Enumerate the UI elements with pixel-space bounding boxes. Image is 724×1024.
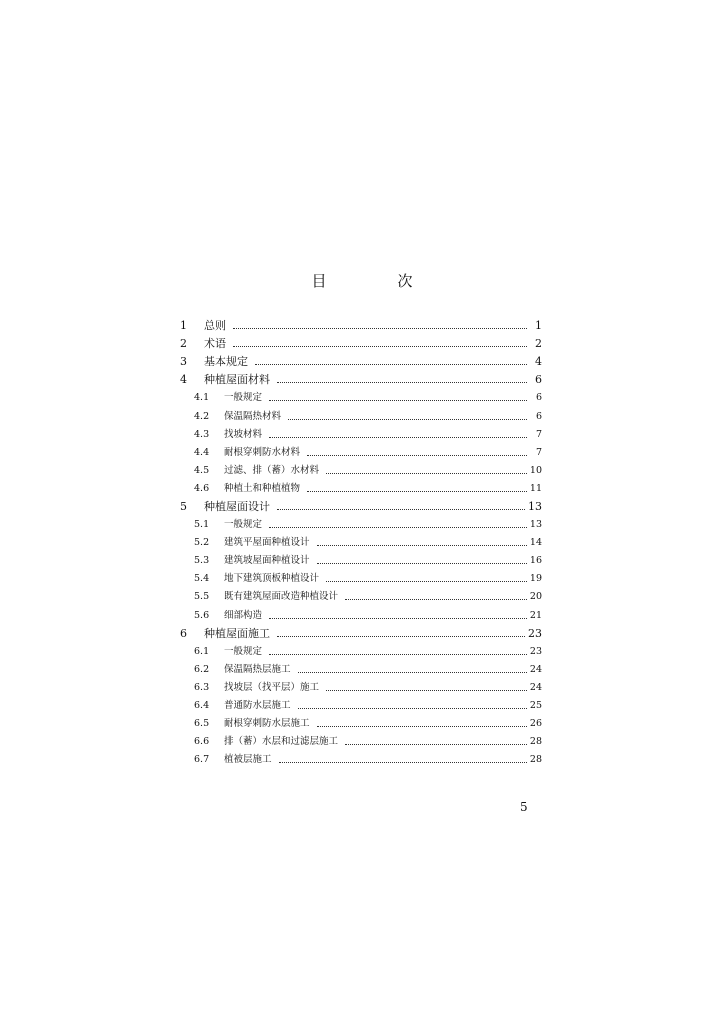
toc-entry-page: 6: [535, 410, 542, 422]
toc-entry-label: 总则: [204, 319, 226, 333]
toc-entry-page: 6: [535, 392, 542, 404]
dot-leader: [279, 761, 527, 763]
toc-entry-page: 20: [529, 591, 542, 603]
toc-entry-page: 25: [529, 700, 542, 712]
toc-entry-page: 13: [528, 499, 542, 513]
toc-entry-page: 14: [529, 537, 542, 549]
toc-entry[interactable]: [180, 751, 542, 769]
dot-leader: [277, 508, 525, 510]
toc-entry[interactable]: [180, 516, 542, 534]
toc-entry-number: 6.4: [194, 700, 210, 712]
toc-entry-number: 6.3: [194, 681, 210, 693]
toc-entry-number: 4.4: [194, 446, 210, 458]
dot-leader: [269, 399, 527, 401]
toc-entry[interactable]: [180, 552, 542, 570]
toc-entry[interactable]: [180, 353, 542, 371]
toc-entry-page: 23: [529, 645, 542, 657]
toc-entry-label: 保温隔热层施工: [224, 663, 291, 675]
toc-entry-number: 6.2: [194, 663, 210, 675]
toc-entry[interactable]: [180, 679, 542, 697]
toc-entry-number: 5.2: [194, 537, 210, 549]
dot-leader: [298, 707, 527, 709]
toc-entry-number: 4.1: [194, 392, 210, 404]
toc-entry-page: 2: [535, 337, 542, 351]
toc-entry-number: 4: [180, 373, 187, 387]
toc-entry-label: 种植屋面施工: [204, 626, 270, 640]
toc-entry-label: 一般规定: [224, 519, 263, 531]
toc-entry-number: 6.5: [194, 718, 210, 730]
toc-entry-page: 24: [529, 681, 542, 693]
toc-entry-number: 4.6: [194, 482, 210, 494]
toc-entry-number: 2: [180, 337, 187, 351]
toc-entry[interactable]: [180, 317, 542, 335]
toc-entry-number: 1: [180, 319, 187, 333]
toc-entry-page: 7: [535, 446, 542, 458]
toc-entry-label: 耐根穿刺防水层施工: [224, 718, 310, 730]
toc-entry-label: 耐根穿刺防水材料: [224, 446, 301, 458]
toc-entry-page: 4: [535, 355, 542, 369]
dot-leader: [326, 472, 527, 474]
toc-entry-label: 保温隔热材料: [224, 410, 282, 422]
toc-entry[interactable]: [180, 335, 542, 353]
toc-entry-label: 普通防水层施工: [224, 700, 291, 712]
dot-leader: [255, 363, 527, 365]
dot-leader: [233, 345, 527, 347]
toc-entry-number: 5.3: [194, 555, 210, 567]
toc-entry-page: 16: [529, 555, 542, 567]
dot-leader: [317, 562, 527, 564]
toc-entry[interactable]: [180, 588, 542, 606]
toc-entry-number: 5: [180, 499, 187, 513]
toc-entry-page: 7: [535, 428, 542, 440]
toc-entry-page: 1: [535, 319, 542, 333]
dot-leader: [269, 617, 527, 619]
dot-leader: [345, 598, 527, 600]
toc-entry[interactable]: [180, 407, 542, 425]
dot-leader: [307, 490, 527, 492]
toc-entry[interactable]: [180, 733, 542, 751]
toc-entry[interactable]: [180, 643, 542, 661]
toc-entry-number: 4.2: [194, 410, 210, 422]
toc-entry-label: 地下建筑顶板种植设计: [224, 573, 320, 585]
toc-entry-label: 术语: [204, 337, 226, 351]
dot-leader: [269, 526, 527, 528]
toc-entry[interactable]: [180, 625, 542, 643]
toc-entry-page: 10: [529, 464, 542, 476]
page-number: 5: [520, 800, 528, 814]
toc-entry-label: 一般规定: [224, 392, 263, 404]
toc-entry-page: 21: [529, 609, 542, 621]
dot-leader: [326, 689, 527, 691]
toc-entry-label: 建筑坡屋面种植设计: [224, 555, 310, 567]
dot-leader: [307, 454, 527, 456]
dot-leader: [277, 635, 525, 637]
toc-entry-number: 4.5: [194, 464, 210, 476]
dot-leader: [326, 580, 527, 582]
toc-entry-page: 24: [529, 663, 542, 675]
toc-entry-number: 6.1: [194, 645, 210, 657]
toc-entry-number: 3: [180, 355, 187, 369]
toc-entry-label: 种植屋面设计: [204, 499, 270, 513]
toc-entry-label: 种植土和种植植物: [224, 482, 301, 494]
dot-leader: [298, 671, 527, 673]
dot-leader: [233, 327, 527, 329]
toc-entry-number: 5.1: [194, 519, 210, 531]
toc-entry-label: 找坡材料: [224, 428, 263, 440]
toc-entry-page: 6: [535, 373, 542, 387]
dot-leader: [269, 653, 527, 655]
toc-entry-number: 5.5: [194, 591, 210, 603]
toc-entry-page: 28: [529, 736, 542, 748]
toc-entry-label: 一般规定: [224, 645, 263, 657]
toc-entry-page: 28: [529, 754, 542, 766]
toc-entry[interactable]: [180, 462, 542, 480]
dot-leader: [288, 418, 527, 420]
toc-entry-label: 找坡层（找平层）施工: [224, 681, 320, 693]
table-of-contents: [180, 317, 542, 769]
toc-entry[interactable]: [180, 480, 542, 498]
toc-entry-number: 6.6: [194, 736, 210, 748]
toc-entry-number: 6.7: [194, 754, 210, 766]
toc-entry-label: 过滤、排（蓄）水材料: [224, 464, 320, 476]
toc-entry-number: 5.6: [194, 609, 210, 621]
toc-entry-page: 26: [529, 718, 542, 730]
toc-entry-label: 细部构造: [224, 609, 263, 621]
toc-entry[interactable]: [180, 661, 542, 679]
page-title: 目 次: [311, 272, 441, 290]
toc-entry[interactable]: [180, 498, 542, 516]
dot-leader: [317, 725, 527, 727]
toc-entry-label: 排（蓄）水层和过滤层施工: [224, 736, 339, 748]
toc-entry[interactable]: [180, 389, 542, 407]
toc-entry[interactable]: [180, 715, 542, 733]
toc-entry-label: 建筑平屋面种植设计: [224, 537, 310, 549]
toc-entry[interactable]: [180, 371, 542, 389]
dot-leader: [269, 436, 527, 438]
toc-entry-label: 种植屋面材料: [204, 373, 270, 387]
toc-entry[interactable]: [180, 607, 542, 625]
toc-entry-number: 5.4: [194, 573, 210, 585]
toc-entry-label: 植被层施工: [224, 754, 272, 766]
toc-entry-page: 23: [528, 626, 542, 640]
toc-entry-number: 4.3: [194, 428, 210, 440]
toc-entry-page: 11: [529, 482, 542, 494]
dot-leader: [277, 381, 527, 383]
toc-entry-number: 6: [180, 626, 187, 640]
dot-leader: [345, 743, 527, 745]
toc-entry-label: 既有建筑屋面改造种植设计: [224, 591, 339, 603]
toc-entry-page: 19: [529, 573, 542, 585]
toc-entry-page: 13: [529, 519, 542, 531]
toc-entry-label: 基本规定: [204, 355, 248, 369]
toc-entry[interactable]: [180, 534, 542, 552]
toc-entry[interactable]: [180, 444, 542, 462]
toc-entry[interactable]: [180, 697, 542, 715]
toc-entry[interactable]: [180, 570, 542, 588]
dot-leader: [317, 544, 527, 546]
toc-entry[interactable]: [180, 426, 542, 444]
